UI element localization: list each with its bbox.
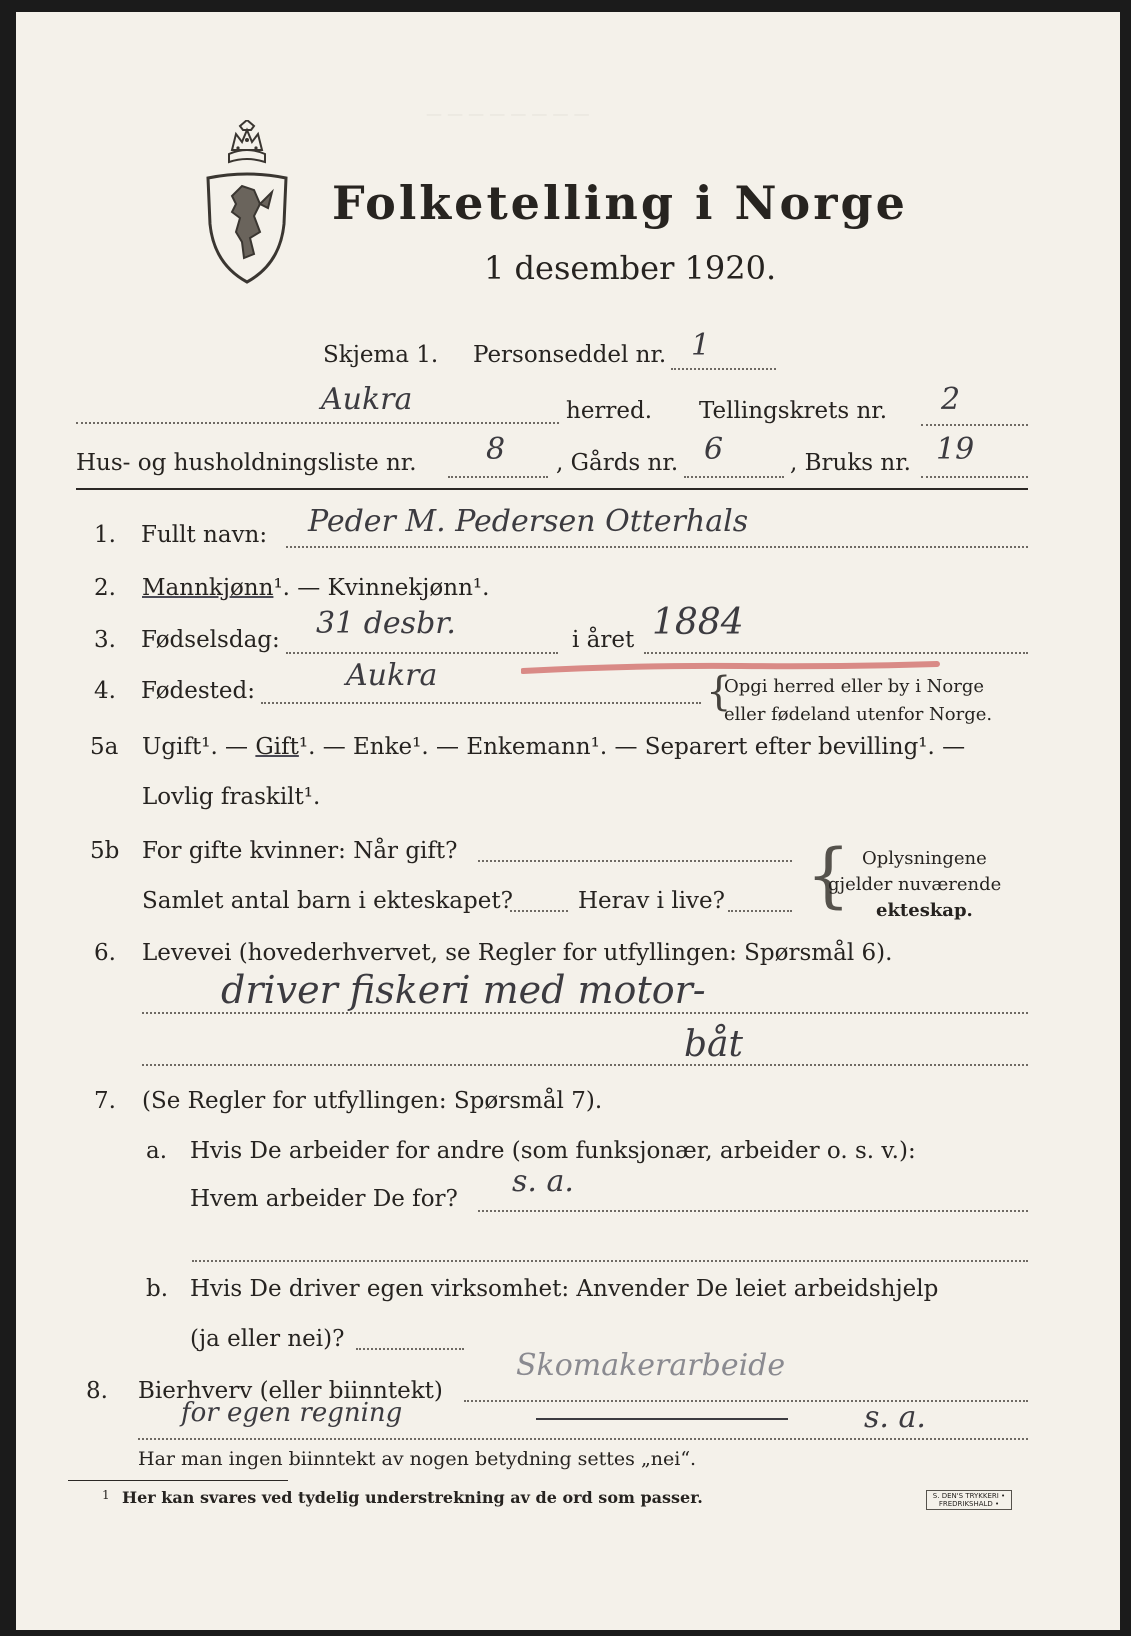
- q1-label: Fullt navn:: [141, 522, 268, 548]
- herred-value: Aukra: [321, 382, 413, 417]
- q6-label: Levevei (hovederhvervet, se Regler for utfyllingen: Spørsmål 6).: [142, 940, 893, 966]
- tellingskrets-label: Tellingskrets nr.: [699, 398, 888, 424]
- skjema-label: Skjema 1.: [323, 342, 439, 368]
- tellingskrets-value: 2: [941, 382, 961, 417]
- q1-number: 1.: [94, 522, 116, 548]
- husliste-value: 8: [486, 432, 506, 467]
- q5b-line-1: For gifte kvinner: Når gift?: [142, 838, 458, 864]
- q5b-alive-label: Herav i live?: [578, 888, 725, 914]
- q8-note: Har man ingen biinntekt av nogen betydning settes „nei“.: [138, 1448, 697, 1470]
- footnote-rule: [68, 1480, 288, 1481]
- q7a-letter: a.: [146, 1138, 168, 1164]
- q2-sex-options: Mannkjønn¹. — Kvinnekjønn¹.: [142, 575, 490, 601]
- q4-label: Fødested:: [141, 678, 256, 704]
- q4-number: 4.: [94, 678, 116, 704]
- q4-note-line-2: eller fødeland utenfor Norge.: [724, 704, 993, 725]
- q7a-employer-label: Hvem arbeider De for?: [190, 1186, 458, 1212]
- header-divider: [76, 488, 1028, 490]
- strikethrough-mark: [536, 1418, 788, 1420]
- q3-year-label: i året: [572, 627, 635, 653]
- q5b-children-label: Samlet antal barn i ekteskapet?: [142, 888, 513, 914]
- q8-side-occupation-value: Skomakerarbeide: [516, 1348, 786, 1383]
- q8-side-occupation-value-3: s. a.: [864, 1400, 926, 1435]
- printer-stamp: S. DEN'S TRYKKERI • FREDRIKSHALD •: [926, 1490, 1012, 1510]
- q6-occupation-value-2: båt: [684, 1024, 743, 1065]
- q2-female-option: Kvinnekjønn: [327, 575, 473, 601]
- q7a-line-1: Hvis De arbeider for andre (som funksjonær, arbeider o. s. v.):: [190, 1138, 916, 1164]
- q3-label: Fødselsdag:: [141, 627, 280, 653]
- q6-occupation-value-1: driver fiskeri med motor-: [221, 968, 706, 1012]
- herred-label: herred.: [566, 398, 653, 424]
- q6-number: 6.: [94, 940, 116, 966]
- husliste-label: Hus- og husholdningsliste nr.: [76, 450, 417, 476]
- q3-birth-day-value: 31 desbr.: [316, 606, 456, 641]
- q3-number: 3.: [94, 627, 116, 653]
- personseddel-label: Personseddel nr.: [473, 342, 667, 368]
- q8-number: 8.: [86, 1378, 108, 1404]
- q7b-line-2: (ja eller nei)?: [190, 1326, 345, 1352]
- q2-male-option-underlined: Mannkjønn: [142, 575, 274, 601]
- bruks-label: , Bruks nr.: [790, 450, 911, 476]
- bruks-value: 19: [936, 432, 975, 467]
- q5b-note-line-1: Oplysningene: [862, 848, 987, 869]
- q5b-note-brace: {: [806, 834, 851, 916]
- q4-note-line-1: Opgi herred eller by i Norge: [724, 676, 985, 697]
- q5a-number: 5a: [90, 734, 119, 760]
- q8-side-occupation-value-2: for egen regning: [181, 1398, 403, 1428]
- q7a-employer-value: s. a.: [512, 1164, 574, 1199]
- form-title: Folketelling i Norge: [332, 176, 908, 230]
- q5b-note-line-3: ekteskap.: [876, 900, 973, 921]
- q5b-number: 5b: [90, 838, 120, 864]
- q7-number: 7.: [94, 1088, 116, 1114]
- q5a-marital-options: Ugift¹. — Gift¹. — Enke¹. — Enkemann¹. — Separert efter bevilling¹. —: [142, 734, 966, 760]
- q5b-note-line-2: gjelder nuværende: [828, 874, 1002, 895]
- q5a-ugift-option: Ugift: [142, 734, 202, 760]
- q4-note-brace: {: [706, 669, 732, 715]
- q8-label: Bierhverv (eller biinntekt): [138, 1378, 443, 1404]
- q7b-line-1: Hvis De driver egen virksomhet: Anvender De leiet arbeidshjelp: [190, 1276, 939, 1302]
- q3-birth-year-value: 1884: [652, 602, 744, 643]
- census-form: [16, 12, 1120, 1630]
- q1-full-name-value: Peder M. Pedersen Otterhals: [308, 504, 749, 539]
- q4-birthplace-value: Aukra: [346, 658, 438, 693]
- gards-label: , Gårds nr.: [556, 450, 679, 476]
- q5a-gift-option-underlined: Gift: [255, 734, 299, 760]
- footnote-text: Her kan svares ved tydelig understrekning av de ord som passer.: [122, 1488, 703, 1507]
- coat-of-arms-icon: [202, 120, 292, 286]
- q7-label: (Se Regler for utfyllingen: Spørsmål 7).: [142, 1088, 603, 1114]
- gards-value: 6: [704, 432, 724, 467]
- q5a-line-2: Lovlig fraskilt¹.: [142, 784, 321, 810]
- footnote-mark: 1: [102, 1488, 110, 1502]
- census-date: 1 desember 1920.: [484, 249, 777, 287]
- personseddel-value: 1: [691, 328, 711, 363]
- bleed-through: — — — — — — — —: [426, 104, 590, 123]
- q7b-letter: b.: [146, 1276, 169, 1302]
- q2-number: 2.: [94, 575, 116, 601]
